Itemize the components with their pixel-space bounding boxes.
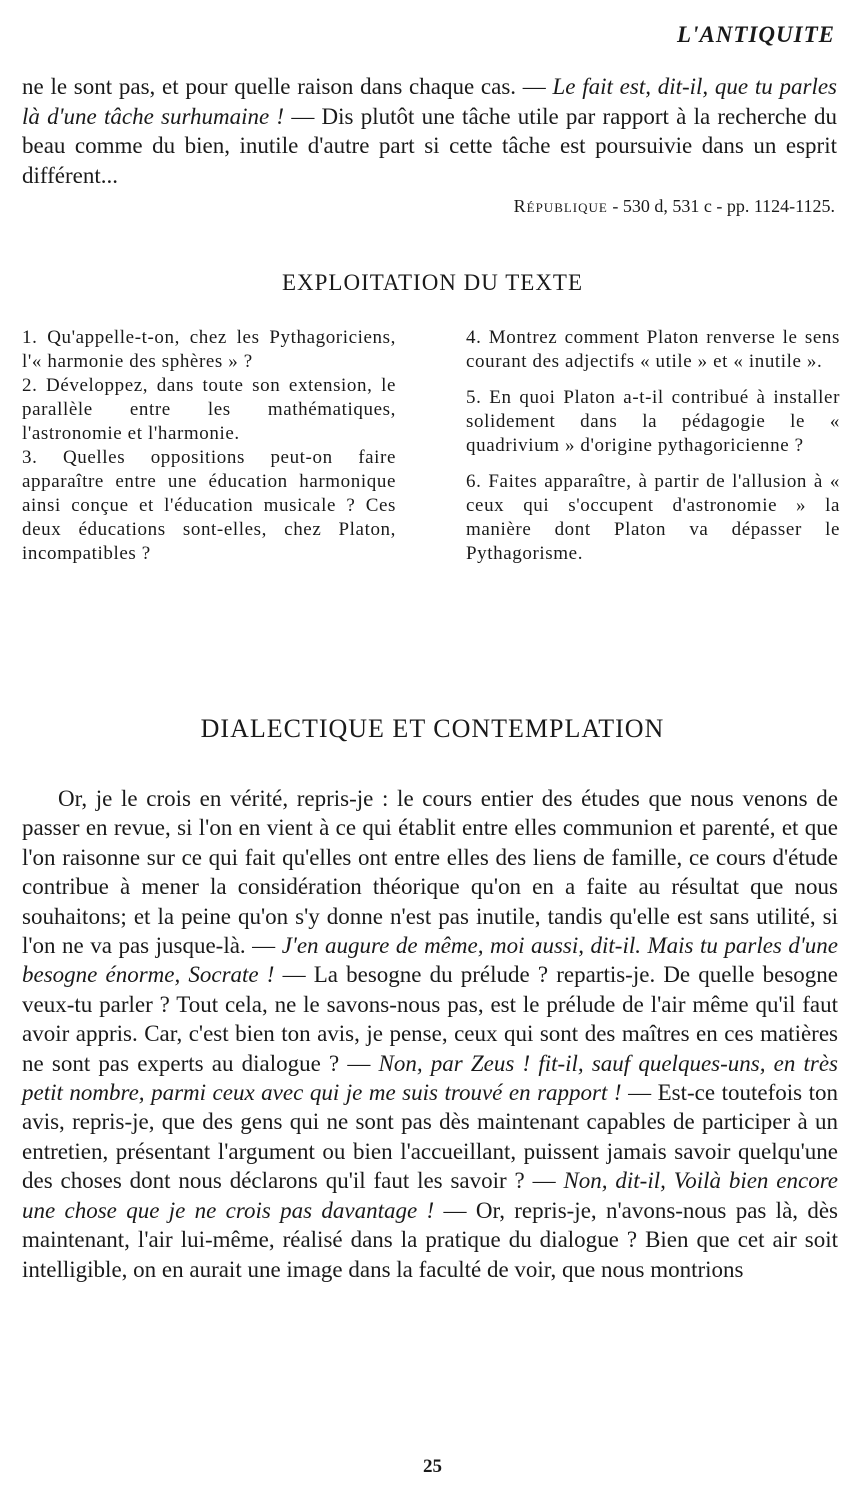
reference-location: - 530 d, 531 c - pp. 1124-1125. bbox=[607, 196, 835, 216]
question-4: 4. Montrez comment Platon renverse le sens courant des adjectifs « utile » et « inutile ». bbox=[466, 327, 840, 372]
quote-reference bbox=[514, 196, 835, 217]
question-5: 5. En quoi Platon a-t-il contribué à installer solidement dans la pédagogie le « quadrivium » d'origine pythagoricienne ? bbox=[466, 387, 840, 456]
quote-text-2: — Dis plutôt une tâche utile par rapport à la recherche du beau comme du bien, inutile d'autre part si cette tâche est poursuivie dans un esprit différent... bbox=[22, 103, 837, 188]
question-3: 3. Quelles oppositions peut-on faire apparaître entre une éducation harmonique ainsi conçue et l'éducation musicale ? Ces deux éducations sont-elles, chez Platon, incompatibles ? bbox=[22, 447, 396, 564]
body-text-3: — Est-ce toutefois ton avis, repris-je, que des gens qui ne sont pas dès maintenant capables de participer à un entretien, présentant l'argument ou bien l'accueillant, puissent jamais savoir quelqu'une des choses dont nous déclarons qu'il faut les savoir ? — bbox=[22, 1080, 838, 1194]
body-text-4: — Or, repris-je, n'avons-nous pas là, dès maintenant, l'air lui-même, réalisé dans la pratique du dialogue ? Bien que cet air soit intelligible, on en aurait une image dans la faculté de voir, que nous montrions bbox=[22, 1197, 839, 1282]
body-italic-2: Non, par Zeus ! fit-il, sauf quelques-uns, en très petit nombre, parmi ceux avec qui je me suis trouvé en rapport ! bbox=[22, 1050, 838, 1106]
dialectique-title: DIALECTIQUE ET CONTEMPLATION bbox=[200, 714, 665, 743]
body-text-1: Or, je le crois en vérité, repris-je : le cours entier des études que nous venons de passer en revue, si l'on en vient à ce qui établit entre elles communion et parenté, et que l'on raisonne sur ce qui fait qu'elles ont entre elles des liens de famille, ce cours d'étude contribue à mener la considération théorique qu'on en a faite au résultat que nous souhaitons; et la peine qu'on s'y donne n'est pas inutile, tandis qu'elle est sans utilité, si l'on ne va pas jusque-là. — bbox=[22, 786, 838, 959]
question-6: 6. Faites apparaître, à partir de l'allusion à « ceux qui s'occupent d'astronomie » la manière dont Platon va dépasser le Pythagorisme. bbox=[466, 471, 840, 564]
quote-text-1: ne le sont pas, et pour quelle raison dans chaque cas. — bbox=[22, 74, 553, 99]
body-italic-3: Non, dit-il, Voilà bien encore une chose que je ne crois pas davantage ! bbox=[22, 1168, 838, 1223]
questions-left-column bbox=[22, 326, 396, 566]
quote-italic: Le fait est, dit-il, que tu parles là d'une tâche surhumaine ! bbox=[22, 74, 837, 129]
body-italic-1: J'en augure de même, moi aussi, dit-il. Mais tu parles d'une besogne énorme, Socrate ! bbox=[22, 933, 839, 988]
page-number: 25 bbox=[423, 1456, 442, 1477]
body-text-2: — La besogne du prélude ? repartis-je. De quelle besogne veux-tu parler ? Tout cela, ne le savons-nous pas, est le prélude de l'air même qu'il faut avoir appris. Car, c'est bien ton avis, je pense, ceux qui sont des maîtres en ces matières ne sont pas experts au dialogue ? — bbox=[22, 962, 838, 1076]
dialectique-body bbox=[22, 784, 838, 1284]
quote-excerpt bbox=[22, 72, 837, 190]
running-header: L'ANTIQUITE bbox=[677, 22, 835, 47]
question-2: 2. Développez, dans toute son extension, le parallèle entre les mathématiques, l'astronomie et l'harmonie. bbox=[22, 375, 396, 444]
questions-right-column bbox=[466, 326, 840, 566]
question-1: 1. Qu'appelle-t-on, chez les Pythagoriciens, l'« harmonie des sphères » ? bbox=[22, 327, 396, 372]
reference-work: République bbox=[513, 196, 608, 216]
exploitation-title: EXPLOITATION DU TEXTE bbox=[281, 270, 584, 295]
